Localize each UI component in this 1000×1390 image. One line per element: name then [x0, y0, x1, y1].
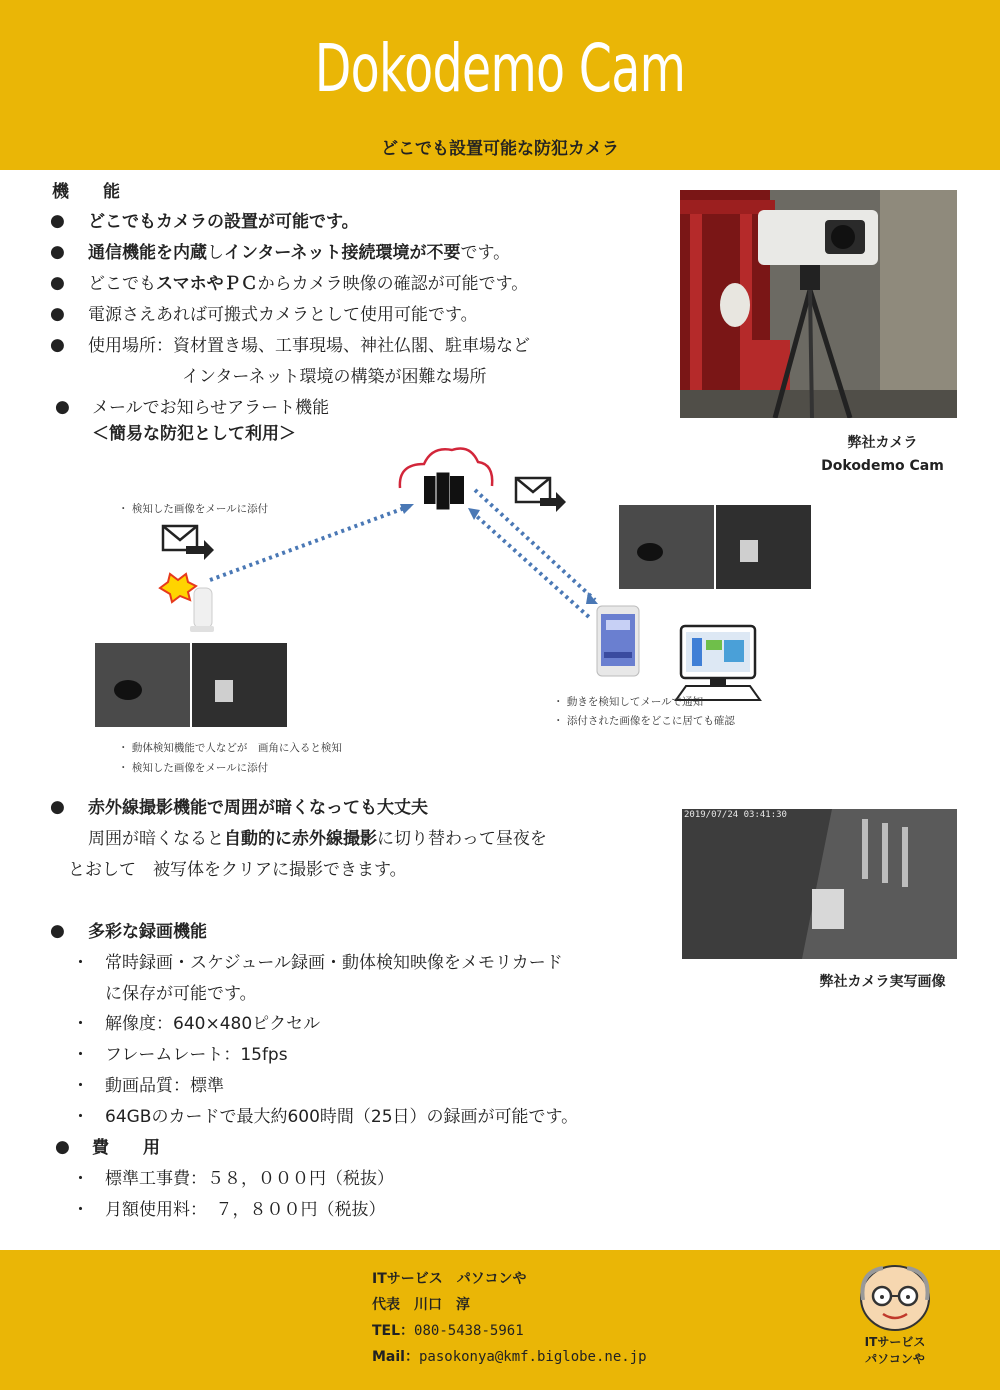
- dotted-link-phone-cloud: [472, 512, 590, 618]
- feature-item-1: どこでもカメラの設置が可能です。: [88, 212, 359, 232]
- dot-icon: ・: [72, 1014, 89, 1034]
- photo-timestamp: 2019/07/24 03:41:30: [684, 810, 787, 820]
- footer-tel: TEL：080-5438-5961: [372, 1323, 524, 1339]
- bullet-icon: ●: [50, 304, 65, 324]
- feature-item-5-line2: インターネット環境の構築が困難な場所: [182, 367, 487, 387]
- alert-feature: メールでお知らせアラート機能: [92, 398, 330, 418]
- diagram-note-bottom-2: ・ 検知した画像をメールに添付: [118, 762, 269, 774]
- bullet-icon: ●: [50, 921, 65, 941]
- infrared-heading: 赤外線撮影機能で周囲が暗くなっても大丈夫: [88, 798, 428, 818]
- arrow-head: [586, 592, 598, 604]
- footer-mail: Mail：pasokonya@kmf.biglobe.ne.jp: [372, 1349, 647, 1365]
- arrow-head: [400, 504, 414, 514]
- recording-item-5: 64GBのカードで最大約600時間（25日）の録画が可能です。: [105, 1107, 579, 1127]
- cost-item-2: 月額使用料： ７，８００円（税抜）: [105, 1200, 386, 1220]
- camera-caption-2: Dokodemo Cam: [821, 458, 944, 474]
- alert-burst-icon: [160, 574, 196, 602]
- dot-icon: ・: [72, 1045, 89, 1065]
- cloud-icon: [400, 449, 492, 511]
- camera-icon: [680, 190, 957, 418]
- feature-item-5: 使用場所：資材置き場、工事現場、神社仏閣、駐車場など: [88, 336, 530, 356]
- bullet-icon: ●: [55, 1137, 70, 1157]
- bullet-icon: ●: [50, 797, 65, 817]
- features-heading: 機 能: [52, 182, 120, 202]
- small-camera-icon: [190, 588, 214, 632]
- bullet-icon: ●: [50, 335, 65, 355]
- detected-image-thumb-2: [192, 643, 287, 727]
- dotted-link-cloud-phone: [475, 490, 595, 600]
- recording-item-3: フレームレート：15fps: [105, 1045, 288, 1065]
- dot-icon: ・: [72, 1169, 89, 1189]
- camera-caption-1: 弊社カメラ: [847, 435, 918, 451]
- dot-icon: ・: [72, 953, 89, 973]
- cost-item-1: 標準工事費：５８，０００円（税抜）: [105, 1169, 394, 1189]
- dot-icon: ・: [72, 1107, 89, 1127]
- footer-representative: 代表 川口 淳: [372, 1297, 470, 1313]
- logo-label-2: パソコンや: [865, 1352, 925, 1366]
- received-image-thumb-1: [619, 505, 714, 589]
- alert-feature-sub: ＜簡易な防犯として利用＞: [92, 424, 296, 444]
- infrared-text-2: とおして 被写体をクリアに撮影できます。: [68, 860, 407, 880]
- bullet-icon: ●: [50, 211, 65, 231]
- mail-icon: [163, 526, 214, 560]
- alert-flow-diagram: [0, 440, 1000, 790]
- logo-label-1: ITサービス: [864, 1335, 926, 1349]
- diagram-note-right-2: ・ 添付された画像をどこに居ても確認: [553, 715, 735, 727]
- infrared-text-1: 周囲が暗くなると自動的に赤外線撮影に切り替わって昼夜を: [88, 829, 547, 849]
- dot-icon: ・: [72, 1076, 89, 1096]
- page-subtitle: どこでも設置可能な防犯カメラ: [381, 139, 619, 159]
- feature-item-2: 通信機能を内蔵しインターネット接続環境が不要です。: [88, 243, 511, 263]
- bullet-icon: ●: [55, 397, 70, 417]
- recording-item-1: 常時録画・スケジュール録画・動体検知映像をメモリカード: [105, 953, 563, 973]
- smartphone-icon: [597, 606, 639, 676]
- mascot-logo-icon: [855, 1260, 935, 1332]
- feature-item-4: 電源さえあれば可搬式カメラとして使用可能です。: [88, 305, 478, 325]
- recording-item-4: 動画品質：標準: [105, 1076, 224, 1096]
- footer-company: ITサービス パソコンや: [372, 1271, 527, 1287]
- page-title: Dokodemo Cam: [314, 30, 686, 107]
- dotted-link-camera-cloud: [210, 506, 410, 580]
- dot-icon: ・: [72, 1200, 89, 1220]
- cost-heading: 費 用: [92, 1138, 160, 1158]
- bullet-icon: ●: [50, 242, 65, 262]
- camera-photo: [680, 190, 957, 418]
- computer-icon: [676, 626, 760, 700]
- infrared-photo-caption: 弊社カメラ実写画像: [819, 974, 946, 990]
- diagram-note-top: ・ 検知した画像をメールに添付: [118, 503, 269, 515]
- detected-image-thumb-1: [95, 643, 190, 727]
- recording-item-1-cont: に保存が可能です。: [105, 984, 257, 1004]
- mail-icon: [516, 478, 566, 512]
- recording-item-2: 解像度：640×480ピクセル: [105, 1014, 321, 1034]
- diagram-note-bottom-1: ・ 動体検知機能で人などが 画角に入ると検知: [118, 742, 342, 754]
- bullet-icon: ●: [50, 273, 65, 293]
- recording-heading: 多彩な録画機能: [88, 922, 207, 942]
- received-image-thumb-2: [716, 505, 811, 589]
- infrared-sample-photo: [682, 809, 957, 959]
- feature-item-3: どこでもスマホやＰＣからカメラ映像の確認が可能です。: [88, 274, 529, 294]
- diagram-note-right-1: ・ 動きを検知してメールで通知: [553, 696, 704, 708]
